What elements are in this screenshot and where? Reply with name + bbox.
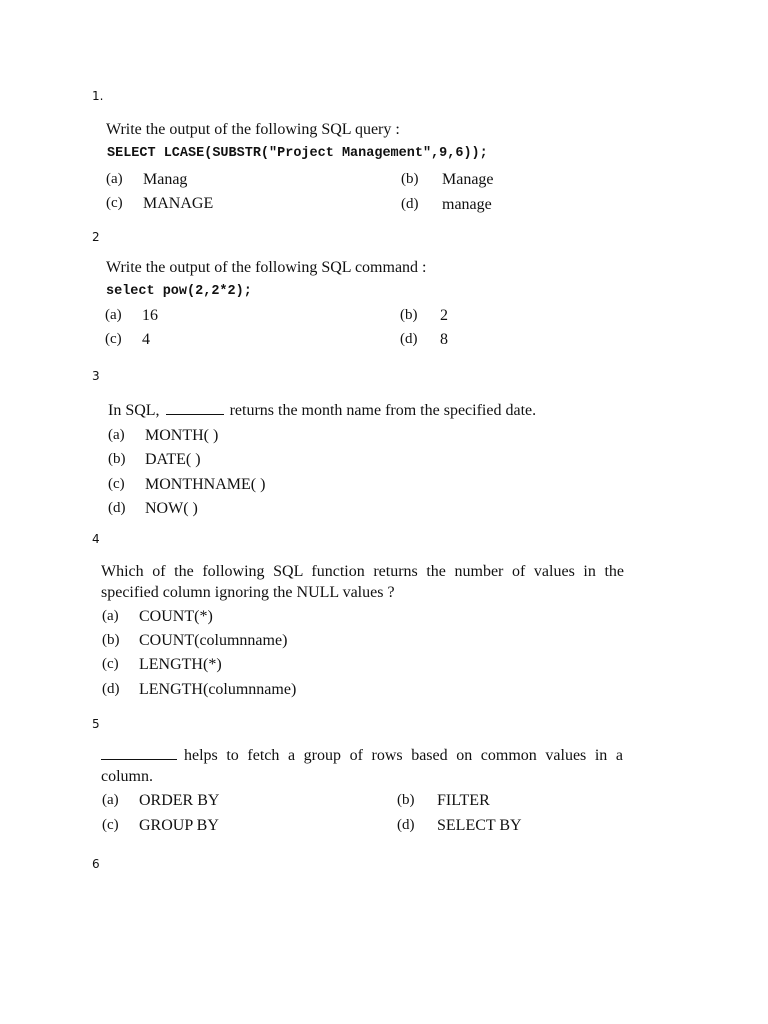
- question-4-prompt-line-2: specified column ignoring the NULL values ?: [101, 584, 395, 601]
- q4-option-a-text: COUNT(*): [139, 608, 213, 625]
- question-3-prompt-after: returns the month name from the specified date.: [229, 402, 537, 419]
- q1-option-a-key: (a): [106, 171, 123, 187]
- q5-option-b-key: (b): [397, 792, 415, 808]
- q2-option-d-text: 8: [440, 331, 448, 348]
- q1-option-c-text: MANAGE: [143, 195, 214, 212]
- q5-option-c-key: (c): [102, 817, 119, 833]
- question-number-3: 3: [92, 369, 100, 383]
- question-2-code: select pow(2,2*2);: [106, 284, 252, 299]
- q2-option-a-text: 16: [142, 307, 158, 324]
- question-number-1: 1.: [92, 89, 104, 103]
- q1-option-c-key: (c): [106, 195, 123, 211]
- q1-option-d-text: manage: [442, 196, 492, 213]
- q5-option-c-text: GROUP BY: [139, 817, 219, 834]
- q3-option-c-text: MONTHNAME( ): [145, 476, 266, 493]
- q1-option-b-text: Manage: [442, 171, 494, 188]
- q1-option-a-text: Manag: [143, 171, 188, 188]
- question-3-prompt-before: In SQL,: [108, 402, 160, 419]
- q3-option-a-key: (a): [108, 427, 125, 443]
- q5-option-d-text: SELECT BY: [437, 817, 522, 834]
- question-5-prompt-line-1: helps to fetch a group of rows based on common values in a: [184, 747, 623, 764]
- q3-option-c-key: (c): [108, 476, 125, 492]
- q5-option-b-text: FILTER: [437, 792, 490, 809]
- q4-option-d-text: LENGTH(columnname): [139, 681, 297, 698]
- q2-option-a-key: (a): [105, 307, 122, 323]
- question-5-blank: [101, 758, 177, 760]
- question-2-prompt: Write the output of the following SQL command :: [106, 259, 427, 276]
- q1-option-d-key: (d): [401, 196, 419, 212]
- q4-option-b-key: (b): [102, 632, 120, 648]
- q5-option-a-key: (a): [102, 792, 119, 808]
- q4-option-b-text: COUNT(columnname): [139, 632, 288, 649]
- q5-option-d-key: (d): [397, 817, 415, 833]
- q2-option-d-key: (d): [400, 331, 418, 347]
- q4-option-c-text: LENGTH(*): [139, 656, 222, 673]
- q4-option-d-key: (d): [102, 681, 120, 697]
- question-1-code: SELECT LCASE(SUBSTR("Project Management",9,6));: [107, 146, 488, 161]
- question-5-prompt-line-2: column.: [101, 768, 153, 785]
- q4-option-c-key: (c): [102, 656, 119, 672]
- question-3-prompt: [108, 402, 536, 420]
- question-4-prompt-line-1: Which of the following SQL function returns the number of values in the: [101, 563, 624, 580]
- q3-option-b-text: DATE( ): [145, 451, 201, 468]
- question-number-5: 5: [92, 717, 100, 731]
- question-3-blank: [166, 413, 224, 415]
- q4-option-a-key: (a): [102, 608, 119, 624]
- q3-option-b-key: (b): [108, 451, 126, 467]
- q3-option-a-text: MONTH( ): [145, 427, 219, 444]
- q1-option-b-key: (b): [401, 171, 419, 187]
- question-number-4: 4: [92, 532, 100, 546]
- q2-option-b-key: (b): [400, 307, 418, 323]
- question-number-2: 2: [92, 230, 100, 244]
- q2-option-c-text: 4: [142, 331, 150, 348]
- q2-option-b-text: 2: [440, 307, 448, 324]
- question-1-prompt: Write the output of the following SQL query :: [106, 121, 400, 138]
- question-number-6: 6: [92, 857, 100, 871]
- q3-option-d-key: (d): [108, 500, 126, 516]
- q3-option-d-text: NOW( ): [145, 500, 198, 517]
- q5-option-a-text: ORDER BY: [139, 792, 220, 809]
- q2-option-c-key: (c): [105, 331, 122, 347]
